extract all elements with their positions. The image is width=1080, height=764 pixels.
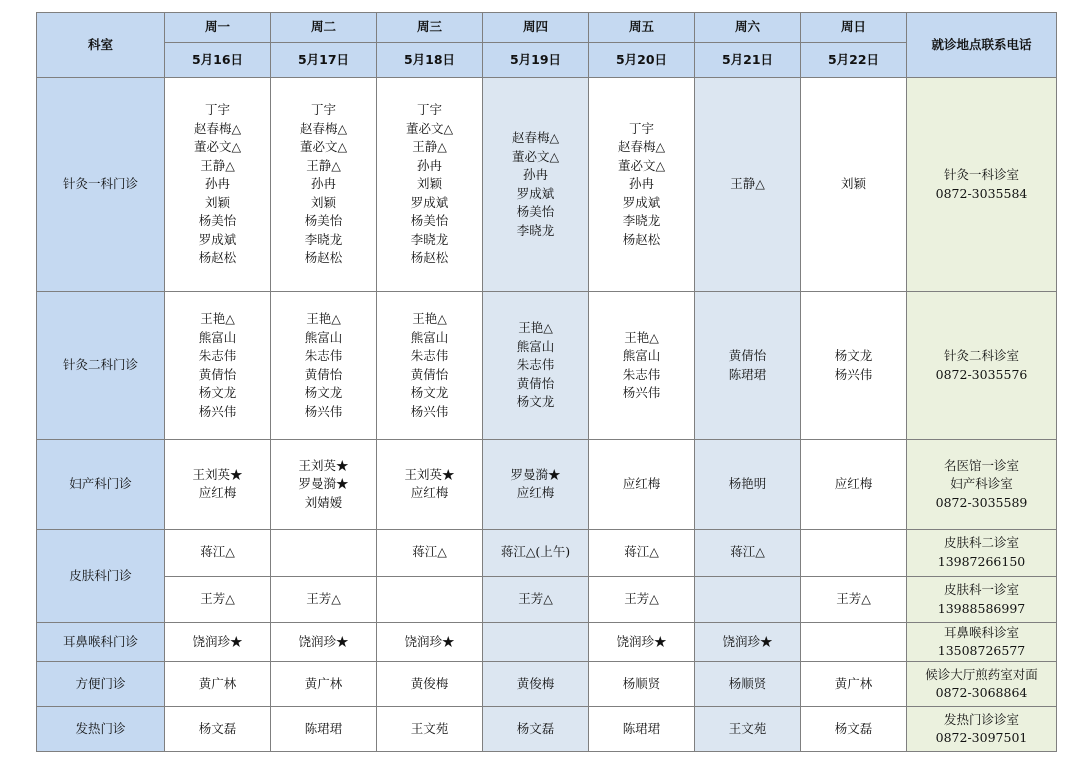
- doctor-name: 孙冉: [310, 176, 336, 192]
- schedule-cell: [695, 78, 801, 292]
- phone-number: 0872-3097501: [935, 730, 1028, 746]
- phone-number: 13987266150: [937, 553, 1026, 569]
- schedule-cell: [483, 529, 589, 576]
- schedule-cell: [801, 623, 907, 662]
- weekday-header: 周二: [271, 13, 377, 43]
- schedule-cell: [483, 439, 589, 529]
- schedule-cell: [589, 662, 695, 707]
- doctor-name: 赵春梅△: [193, 120, 242, 136]
- doctor-name: 杨文磊: [198, 720, 237, 736]
- doctor-name: 朱志伟: [516, 357, 555, 373]
- doctor-name: 熊富山: [516, 338, 555, 354]
- doctor-name: 刘颖: [840, 176, 866, 192]
- doctor-name: 刘颖: [204, 194, 230, 210]
- table-row: [37, 707, 1057, 752]
- doctor-name: 王刘英★: [404, 466, 455, 482]
- doctor-name: 朱志伟: [198, 348, 237, 364]
- dept-cell: 妇产科门诊: [37, 439, 165, 529]
- doctor-name: 杨赵松: [622, 231, 661, 247]
- weekday-header: 周六: [695, 13, 801, 43]
- doctor-name: 朱志伟: [410, 348, 449, 364]
- schedule-cell: [483, 292, 589, 440]
- table-row: [37, 623, 1057, 662]
- schedule-cell: [801, 529, 907, 576]
- doctor-name: 李晓龙: [410, 231, 449, 247]
- weekday-header: 周日: [801, 13, 907, 43]
- clinic-room: 候诊大厅煎药室对面: [925, 666, 1038, 682]
- doctor-name: 黄广林: [304, 675, 343, 691]
- doctor-name: 杨文龙: [516, 394, 555, 410]
- schedule-cell: [165, 78, 271, 292]
- schedule-cell: [271, 78, 377, 292]
- weekday-header: 周一: [165, 13, 271, 43]
- schedule-cell: [165, 529, 271, 576]
- clinic-room: 皮肤科二诊室: [943, 535, 1019, 551]
- clinic-room: 针灸二科诊室: [943, 348, 1019, 364]
- table-row: [37, 292, 1057, 440]
- doctor-name: 王艳△: [518, 320, 553, 336]
- schedule-cell: [589, 707, 695, 752]
- date-header: 5月22日: [801, 43, 907, 78]
- schedule-cell: [377, 576, 483, 623]
- doctor-name: 熊富山: [410, 329, 449, 345]
- schedule-cell: [589, 439, 695, 529]
- doctor-name: 陈珺珺: [728, 366, 767, 382]
- doctor-name: 赵春梅△: [617, 139, 666, 155]
- doctor-name: 罗成斌: [516, 185, 555, 201]
- phone-number: 0872-3035589: [935, 494, 1028, 510]
- doctor-name: 王静△: [730, 176, 765, 192]
- doctor-name: 应红梅: [410, 485, 449, 501]
- doctor-name: 黄倩怡: [410, 366, 449, 382]
- weekday-header: 周三: [377, 13, 483, 43]
- schedule-cell: [589, 623, 695, 662]
- doctor-name: 董必文△: [299, 139, 348, 155]
- date-header: 5月20日: [589, 43, 695, 78]
- schedule-cell: [271, 662, 377, 707]
- schedule-cell: [695, 439, 801, 529]
- phone-number: 0872-3068864: [935, 685, 1028, 701]
- doctor-name: 丁宇: [628, 120, 654, 136]
- doctor-name: 王刘英★: [298, 457, 349, 473]
- schedule-cell: [377, 529, 483, 576]
- doctor-name: 杨兴伟: [834, 366, 873, 382]
- weekday-header: 周四: [483, 13, 589, 43]
- schedule-cell: [377, 707, 483, 752]
- doctor-name: 杨兴伟: [198, 403, 237, 419]
- location-cell: [907, 439, 1057, 529]
- doctor-name: 熊富山: [198, 329, 237, 345]
- doctor-name: 罗成斌: [198, 231, 237, 247]
- schedule-cell: [271, 576, 377, 623]
- clinic-room: 皮肤科一诊室: [943, 582, 1019, 598]
- schedule-table: [36, 12, 1057, 752]
- doctor-name: 朱志伟: [304, 348, 343, 364]
- doctor-name: 熊富山: [622, 348, 661, 364]
- doctor-name: 蒋江△: [730, 544, 765, 560]
- schedule-cell: [695, 292, 801, 440]
- schedule-cell: [271, 529, 377, 576]
- doctor-name: 王静△: [306, 157, 341, 173]
- doctor-name: 孙冉: [628, 176, 654, 192]
- location-cell: [907, 576, 1057, 623]
- doctor-name: 饶润珍★: [404, 634, 455, 650]
- dept-cell: 针灸二科门诊: [37, 292, 165, 440]
- schedule-cell: [165, 707, 271, 752]
- doctor-name: 杨美怡: [516, 204, 555, 220]
- dept-header: 科室: [37, 13, 165, 78]
- doctor-name: 应红梅: [198, 485, 237, 501]
- doctor-name: 杨文龙: [834, 348, 873, 364]
- dept-cell: 针灸一科门诊: [37, 78, 165, 292]
- schedule-cell: [483, 576, 589, 623]
- schedule-cell: [377, 78, 483, 292]
- doctor-name: 孙冉: [416, 157, 442, 173]
- doctor-name: 朱志伟: [622, 366, 661, 382]
- table-row: [37, 662, 1057, 707]
- doctor-name: 杨美怡: [410, 213, 449, 229]
- location-cell: [907, 529, 1057, 576]
- schedule-cell: [271, 707, 377, 752]
- clinic-room: 妇产科诊室: [950, 476, 1013, 492]
- doctor-name: 孙冉: [522, 167, 548, 183]
- doctor-name: 李晓龙: [516, 222, 555, 238]
- doctor-name: 刘颖: [310, 194, 336, 210]
- doctor-name: 王芳△: [306, 591, 341, 607]
- schedule-cell: [695, 576, 801, 623]
- doctor-name: 应红梅: [834, 476, 873, 492]
- doctor-name: 丁宇: [416, 102, 442, 118]
- clinic-room: 发热门诊诊室: [943, 711, 1019, 727]
- doctor-name: 黄广林: [198, 675, 237, 691]
- doctor-name: 孙冉: [204, 176, 230, 192]
- doctor-name: 黄广林: [834, 675, 873, 691]
- schedule-cell: [271, 439, 377, 529]
- doctor-name: 董必文△: [405, 120, 454, 136]
- doctor-name: 罗曼漪★: [298, 476, 349, 492]
- clinic-room: 耳鼻喉科诊室: [943, 624, 1019, 640]
- doctor-name: 董必文△: [511, 148, 560, 164]
- doctor-name: 罗曼漪★: [510, 466, 561, 482]
- doctor-name: 杨艳明: [728, 476, 767, 492]
- doctor-name: 陈珺珺: [304, 720, 343, 736]
- doctor-name: 杨文龙: [198, 385, 237, 401]
- doctor-name: 王艳△: [624, 329, 659, 345]
- schedule-cell: [165, 623, 271, 662]
- doctor-name: 罗成斌: [410, 194, 449, 210]
- dept-cell: 发热门诊: [37, 707, 165, 752]
- schedule-cell: [695, 529, 801, 576]
- date-header: 5月17日: [271, 43, 377, 78]
- location-cell: [907, 292, 1057, 440]
- schedule-cell: [801, 707, 907, 752]
- doctor-name: 黄倩怡: [304, 366, 343, 382]
- date-header: 5月18日: [377, 43, 483, 78]
- doctor-name: 杨赵松: [304, 250, 343, 266]
- phone-number: 13988586997: [937, 600, 1026, 616]
- doctor-name: 王艳△: [412, 311, 447, 327]
- doctor-name: 王芳△: [836, 591, 871, 607]
- doctor-name: 王刘英★: [192, 466, 243, 482]
- schedule-cell: [483, 78, 589, 292]
- clinic-room: 名医馆一诊室: [943, 457, 1019, 473]
- schedule-cell: [165, 439, 271, 529]
- doctor-name: 蒋江△(上午): [500, 544, 571, 560]
- doctor-name: 杨顺贤: [728, 675, 767, 691]
- date-header: 5月16日: [165, 43, 271, 78]
- doctor-name: 饶润珍★: [722, 634, 773, 650]
- doctor-name: 饶润珍★: [298, 634, 349, 650]
- schedule-cell: [801, 576, 907, 623]
- doctor-name: 应红梅: [622, 476, 661, 492]
- table-row: [37, 529, 1057, 576]
- schedule-cell: [589, 292, 695, 440]
- schedule-cell: [165, 662, 271, 707]
- doctor-name: 杨赵松: [410, 250, 449, 266]
- doctor-name: 罗成斌: [622, 194, 661, 210]
- doctor-name: 应红梅: [516, 485, 555, 501]
- doctor-name: 黄倩怡: [728, 348, 767, 364]
- doctor-name: 蒋江△: [624, 544, 659, 560]
- doctor-name: 杨赵松: [198, 250, 237, 266]
- doctor-name: 丁宇: [310, 102, 336, 118]
- doctor-name: 杨美怡: [198, 213, 237, 229]
- table-row: [37, 78, 1057, 292]
- schedule-cell: [801, 439, 907, 529]
- doctor-name: 杨顺贤: [622, 675, 661, 691]
- doctor-name: 黄倩怡: [198, 366, 237, 382]
- doctor-name: 杨兴伟: [304, 403, 343, 419]
- doctor-name: 王艳△: [200, 311, 235, 327]
- doctor-name: 杨文磊: [834, 720, 873, 736]
- location-cell: [907, 78, 1057, 292]
- doctor-name: 丁宇: [204, 102, 230, 118]
- schedule-cell: [695, 662, 801, 707]
- doctor-name: 杨美怡: [304, 213, 343, 229]
- schedule-cell: [589, 576, 695, 623]
- clinic-room: 针灸一科诊室: [943, 167, 1019, 183]
- doctor-name: 黄俊梅: [410, 675, 449, 691]
- doctor-name: 董必文△: [193, 139, 242, 155]
- doctor-name: 饶润珍★: [616, 634, 667, 650]
- schedule-cell: [377, 662, 483, 707]
- location-header: 就诊地点联系电话: [907, 13, 1057, 78]
- schedule-cell: [165, 576, 271, 623]
- doctor-name: 陈珺珺: [622, 720, 661, 736]
- location-cell: [907, 662, 1057, 707]
- table-row: [37, 576, 1057, 623]
- doctor-name: 黄倩怡: [516, 375, 555, 391]
- schedule-cell: [483, 662, 589, 707]
- doctor-name: 杨兴伟: [622, 385, 661, 401]
- schedule-cell: [483, 623, 589, 662]
- table-row: [37, 439, 1057, 529]
- doctor-name: 杨兴伟: [410, 403, 449, 419]
- weekday-header: 周五: [589, 13, 695, 43]
- schedule-cell: [589, 78, 695, 292]
- doctor-name: 王静△: [412, 139, 447, 155]
- schedule-cell: [271, 292, 377, 440]
- dept-cell: 方便门诊: [37, 662, 165, 707]
- location-cell: [907, 707, 1057, 752]
- dept-cell: 耳鼻喉科门诊: [37, 623, 165, 662]
- dept-cell: 皮肤科门诊: [37, 529, 165, 623]
- schedule-cell: [377, 439, 483, 529]
- doctor-name: 蒋江△: [412, 544, 447, 560]
- doctor-name: 蒋江△: [200, 544, 235, 560]
- schedule-cell: [801, 662, 907, 707]
- schedule-cell: [377, 623, 483, 662]
- schedule-cell: [695, 707, 801, 752]
- schedule-cell: [695, 623, 801, 662]
- doctor-name: 王芳△: [518, 591, 553, 607]
- doctor-name: 熊富山: [304, 329, 343, 345]
- doctor-name: 王静△: [200, 157, 235, 173]
- doctor-name: 王芳△: [624, 591, 659, 607]
- doctor-name: 杨文龙: [410, 385, 449, 401]
- phone-number: 0872-3035576: [935, 366, 1028, 382]
- doctor-name: 黄俊梅: [516, 675, 555, 691]
- schedule-cell: [589, 529, 695, 576]
- doctor-name: 王艳△: [306, 311, 341, 327]
- location-cell: [907, 623, 1057, 662]
- date-header: 5月19日: [483, 43, 589, 78]
- doctor-name: 赵春梅△: [299, 120, 348, 136]
- schedule-cell: [165, 292, 271, 440]
- doctor-name: 杨文龙: [304, 385, 343, 401]
- date-header: 5月21日: [695, 43, 801, 78]
- doctor-name: 李晓龙: [304, 231, 343, 247]
- doctor-name: 王文苑: [728, 720, 767, 736]
- schedule-cell: [801, 78, 907, 292]
- phone-number: 13508726577: [937, 643, 1026, 659]
- doctor-name: 杨文磊: [516, 720, 555, 736]
- schedule-cell: [483, 707, 589, 752]
- doctor-name: 饶润珍★: [192, 634, 243, 650]
- doctor-name: 王文苑: [410, 720, 449, 736]
- doctor-name: 董必文△: [617, 157, 666, 173]
- doctor-name: 刘颖: [416, 176, 442, 192]
- doctor-name: 李晓龙: [622, 213, 661, 229]
- schedule-cell: [801, 292, 907, 440]
- doctor-name: 王芳△: [200, 591, 235, 607]
- schedule-cell: [271, 623, 377, 662]
- doctor-name: 刘婧嫒: [304, 494, 343, 510]
- schedule-cell: [377, 292, 483, 440]
- doctor-name: 赵春梅△: [511, 130, 560, 146]
- phone-number: 0872-3035584: [935, 185, 1028, 201]
